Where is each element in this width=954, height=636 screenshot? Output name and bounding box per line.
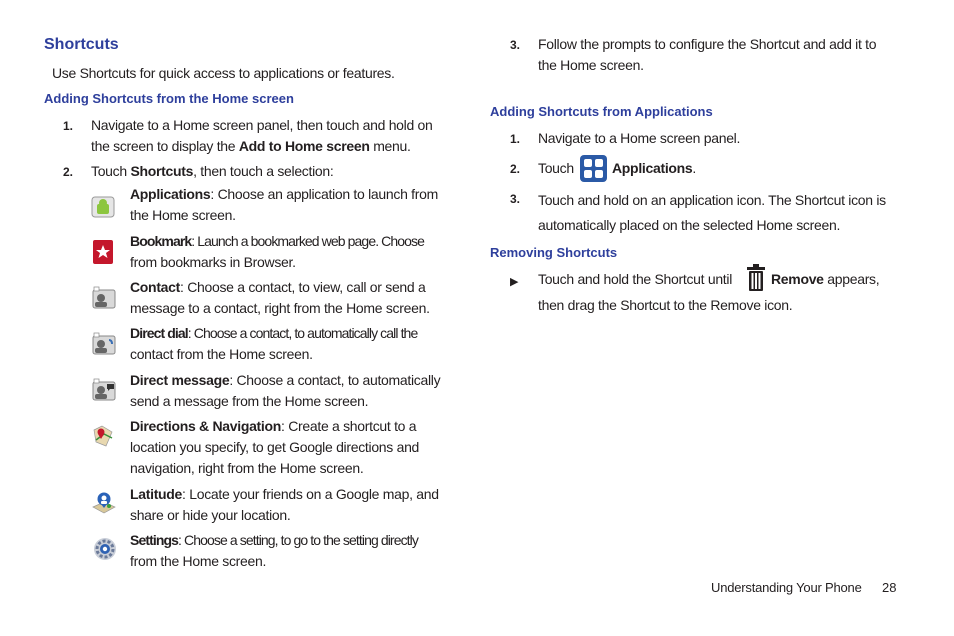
remove-text-prefix: Touch and hold the Shortcut until xyxy=(538,271,733,287)
step-2-text: Touch Shortcuts, then touch a selection: xyxy=(91,163,334,179)
step-number: 1. xyxy=(63,119,74,133)
settings-icon xyxy=(93,537,117,561)
section-heading-apps: Adding Shortcuts from Applications xyxy=(490,104,713,119)
list-item: Settings: Choose a setting, to go to the setting directly from the Home screen. xyxy=(130,532,418,569)
intro-text: Use Shortcuts for quick access to applications or features. xyxy=(52,65,395,81)
list-item: Latitude: Locate your friends on a Google map, and share or hide your location. xyxy=(130,486,439,523)
step-3-text: Follow the prompts to configure the Shortcut and add it to the Home screen. xyxy=(538,36,877,73)
page-title: Shortcuts xyxy=(44,36,119,53)
list-item: Bookmark: Launch a bookmarked web page. Choose from bookmarks in Browser. xyxy=(130,233,425,270)
step-number: 2. xyxy=(63,165,74,179)
list-item: Directions & Navigation: Create a shortcut to a location you specify, to get Google directions and navigation, right from the Home screen. xyxy=(130,418,420,476)
directions-navigation-icon xyxy=(92,424,116,448)
bullet-arrow: ▶ xyxy=(510,276,519,288)
bookmark-icon xyxy=(92,240,116,264)
direct-message-icon xyxy=(92,378,116,402)
applications-grid-icon xyxy=(580,155,607,182)
page-number: 28 xyxy=(882,580,897,595)
apps-step-3-text: Touch and hold on an application icon. The Shortcut icon is automatically placed on the selected Home screen. xyxy=(538,192,886,233)
list-item: Applications: Choose an application to launch from the Home screen. xyxy=(130,186,438,223)
step-number: 3. xyxy=(510,38,521,52)
trash-icon xyxy=(746,264,766,291)
list-item: Direct dial: Choose a contact, to automatically call the contact from the Home screen. xyxy=(130,325,418,362)
step-number: 2. xyxy=(510,162,521,176)
remove-text-suffix: Remove appears, xyxy=(771,271,880,287)
direct-dial-icon xyxy=(92,332,116,356)
applications-icon xyxy=(91,195,115,219)
footer-label: Understanding Your Phone xyxy=(711,580,862,595)
section-heading-home: Adding Shortcuts from the Home screen xyxy=(44,91,294,106)
list-item: Contact: Choose a contact, to view, call or send a message to a contact, right from the Home screen. xyxy=(130,279,430,316)
step-number: 3. xyxy=(510,192,521,206)
apps-step-1-text: Navigate to a Home screen panel. xyxy=(538,130,741,146)
apps-step-2-prefix: Touch xyxy=(538,160,574,176)
latitude-icon xyxy=(92,491,116,515)
step-1-text: Navigate to a Home screen panel, then touch and hold on the screen to display the Add to Home screen menu. xyxy=(91,117,433,154)
contact-icon xyxy=(92,286,116,310)
section-heading-remove: Removing Shortcuts xyxy=(490,245,618,260)
step-number: 1. xyxy=(510,132,521,146)
remove-text-line2: then drag the Shortcut to the Remove icon. xyxy=(538,297,793,313)
list-item: Direct message: Choose a contact, to automatically send a message from the Home screen. xyxy=(130,372,441,409)
apps-step-2-label: Applications. xyxy=(612,160,697,176)
